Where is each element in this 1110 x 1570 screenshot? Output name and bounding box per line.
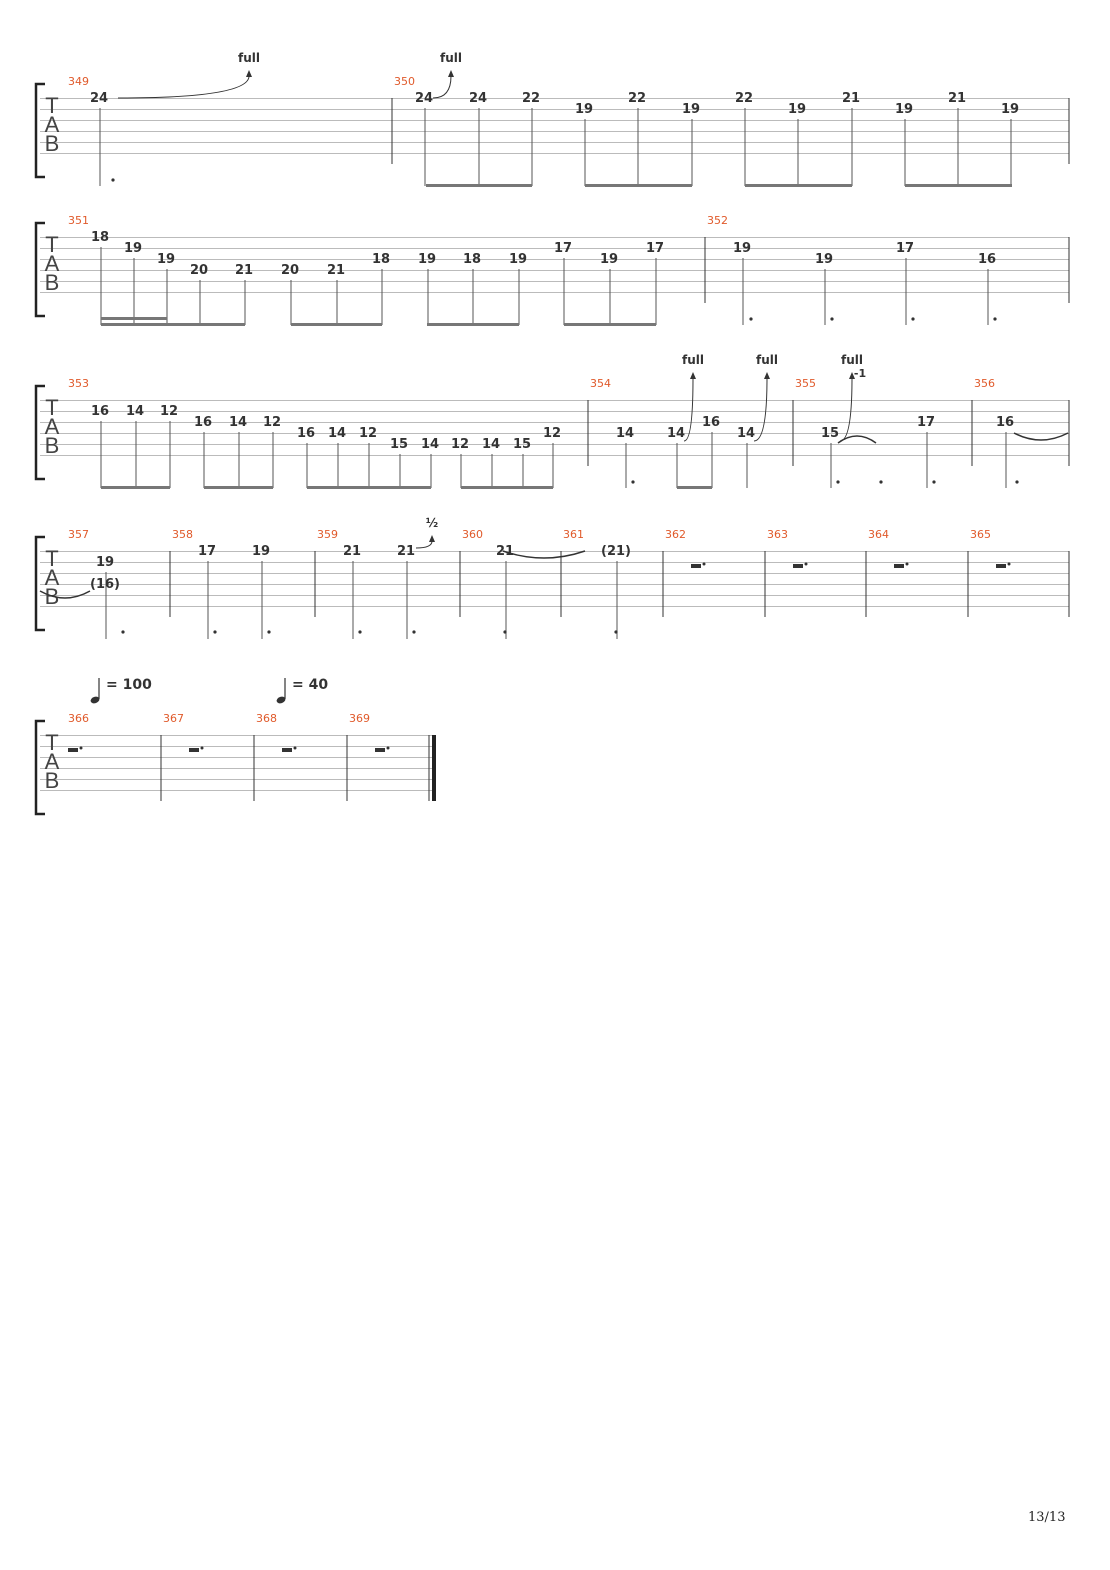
- system-bracket: [36, 386, 45, 479]
- bar-number: 357: [68, 528, 89, 541]
- tab-clef-letter: T: [45, 232, 59, 257]
- tab-note: 19: [417, 252, 437, 267]
- rest-dot: [387, 747, 390, 750]
- tab-note: 12: [542, 426, 562, 441]
- bend-full-label: full: [238, 51, 260, 65]
- tab-clef-letter: B: [44, 270, 60, 295]
- beam: [291, 323, 382, 326]
- whole-rest: [996, 564, 1006, 568]
- bend-half-curve: [416, 541, 432, 548]
- tab-note: 17: [197, 544, 217, 559]
- bar-number: 356: [974, 377, 995, 390]
- beam: [564, 323, 656, 326]
- rest-dot: [80, 747, 83, 750]
- bar-number: 354: [590, 377, 611, 390]
- tab-note: 24: [89, 91, 109, 106]
- beam: [307, 486, 431, 489]
- bar-number: 368: [256, 712, 277, 725]
- tab-clef-letter: B: [44, 433, 60, 458]
- tab-note: 21: [841, 91, 861, 106]
- tab-clef-letter: T: [45, 395, 59, 420]
- tab-note: 15: [512, 437, 532, 452]
- tab-note: 14: [736, 426, 756, 441]
- rhythm-dot: [911, 317, 914, 320]
- bar-number: 361: [563, 528, 584, 541]
- rhythm-dot: [993, 317, 996, 320]
- rhythm-dot: [879, 480, 882, 483]
- tab-note: 14: [125, 404, 145, 419]
- bend-full-label: full: [841, 353, 863, 367]
- bend-full-label: full: [682, 353, 704, 367]
- bar-number: 360: [462, 528, 483, 541]
- bar-number: 366: [68, 712, 89, 725]
- whole-rest: [894, 564, 904, 568]
- rhythm-dot: [836, 480, 839, 483]
- whole-rest: [282, 748, 292, 752]
- beam-secondary: [101, 317, 167, 320]
- tempo-mark: = 40: [292, 677, 329, 693]
- tab-note: 17: [645, 241, 665, 256]
- tab-clef-letter: B: [44, 768, 60, 793]
- beam: [427, 323, 519, 326]
- bend-full-curve: [840, 378, 852, 441]
- bar-number: 350: [394, 75, 415, 88]
- beam: [905, 184, 1012, 187]
- tie-arc: [503, 551, 585, 558]
- tab-note: 16: [995, 415, 1015, 430]
- beam: [585, 184, 692, 187]
- system-bracket: [36, 537, 45, 630]
- tab-note: 22: [734, 91, 754, 106]
- tab-note: 16: [701, 415, 721, 430]
- bar-number: 352: [707, 214, 728, 227]
- tab-note: 19: [814, 252, 834, 267]
- tab-clef-letter: A: [44, 251, 60, 276]
- bar-number: 358: [172, 528, 193, 541]
- bar-number: 355: [795, 377, 816, 390]
- rhythm-dot: [267, 630, 270, 633]
- tab-note: 16: [977, 252, 997, 267]
- tab-note: 24: [414, 91, 434, 106]
- bend-full-curve: [433, 76, 451, 98]
- rest-dot: [805, 563, 808, 566]
- tab-note: 12: [450, 437, 470, 452]
- bend-full-arrow: [690, 372, 696, 379]
- release-marker: -1: [853, 367, 867, 380]
- bend-full-arrow: [246, 70, 252, 77]
- tab-note: 12: [358, 426, 378, 441]
- whole-rest: [793, 564, 803, 568]
- tab-note: 21: [326, 263, 346, 278]
- bend-full-arrow: [764, 372, 770, 379]
- tab-note: 24: [468, 91, 488, 106]
- rhythm-dot: [631, 480, 634, 483]
- tab-note: 17: [553, 241, 573, 256]
- tab-note: 18: [462, 252, 482, 267]
- bend-full-curve: [684, 378, 693, 441]
- whole-rest: [375, 748, 385, 752]
- rest-dot: [703, 563, 706, 566]
- bar-number: 351: [68, 214, 89, 227]
- tab-note: 22: [627, 91, 647, 106]
- tab-note: 19: [156, 252, 176, 267]
- tab-note: 14: [420, 437, 440, 452]
- tab-note: 20: [280, 263, 300, 278]
- rest-dot: [201, 747, 204, 750]
- tab-note: 19: [123, 241, 143, 256]
- tab-note: 14: [228, 415, 248, 430]
- bend-half-label: ½: [425, 516, 439, 530]
- beam: [677, 486, 712, 489]
- tab-note: 15: [389, 437, 409, 452]
- rhythm-dot: [412, 630, 415, 633]
- tab-note: 21: [947, 91, 967, 106]
- rest-dot: [294, 747, 297, 750]
- rhythm-dot: [213, 630, 216, 633]
- rhythm-dot: [749, 317, 752, 320]
- beam: [101, 323, 245, 326]
- tab-note: 14: [666, 426, 686, 441]
- final-bar-thick: [432, 735, 436, 801]
- rhythm-dot: [111, 178, 114, 181]
- bar-number: 363: [767, 528, 788, 541]
- tab-clef-letter: T: [45, 93, 59, 118]
- system-bracket: [36, 84, 45, 177]
- tab-note: 14: [327, 426, 347, 441]
- bar-number: 365: [970, 528, 991, 541]
- rhythm-dot: [932, 480, 935, 483]
- tie-arc: [838, 436, 876, 443]
- tab-note: 17: [916, 415, 936, 430]
- tab-clef-letter: A: [44, 749, 60, 774]
- bar-number: 359: [317, 528, 338, 541]
- beam: [461, 486, 553, 489]
- page-number: 13/13: [1028, 1510, 1066, 1525]
- tab-clef-letter: B: [44, 584, 60, 609]
- beam: [101, 486, 170, 489]
- tab-note: 12: [159, 404, 179, 419]
- tab-note: 19: [1000, 102, 1020, 117]
- tab-clef-letter: T: [45, 730, 59, 755]
- rhythm-dot: [1015, 480, 1018, 483]
- bar-number: 362: [665, 528, 686, 541]
- system-bracket: [36, 721, 45, 814]
- bar-number: 367: [163, 712, 184, 725]
- tab-note: 19: [95, 555, 115, 570]
- tab-note: 22: [521, 91, 541, 106]
- tab-note: 19: [251, 544, 271, 559]
- rhythm-dot: [121, 630, 124, 633]
- tab-note: (16): [90, 577, 120, 592]
- beam: [745, 184, 852, 187]
- bend-full-arrow: [448, 70, 454, 77]
- rhythm-dot: [614, 630, 617, 633]
- tab-clef-letter: B: [44, 131, 60, 156]
- tab-note: 12: [262, 415, 282, 430]
- bend-full-curve: [118, 76, 249, 98]
- tab-note: 14: [481, 437, 501, 452]
- tab-note: 21: [342, 544, 362, 559]
- tab-note: 16: [296, 426, 316, 441]
- tempo-mark: = 100: [106, 677, 152, 693]
- tab-note: 19: [681, 102, 701, 117]
- rhythm-dot: [830, 317, 833, 320]
- tab-clef-letter: T: [45, 546, 59, 571]
- bar-number: 349: [68, 75, 89, 88]
- tab-note: (21): [601, 544, 631, 559]
- tab-clef-letter: A: [44, 112, 60, 137]
- tab-note: 19: [599, 252, 619, 267]
- tab-note: 19: [574, 102, 594, 117]
- tab-note: 14: [615, 426, 635, 441]
- rest-dot: [906, 563, 909, 566]
- rest-dot: [1008, 563, 1011, 566]
- rhythm-dot: [503, 630, 506, 633]
- tab-note: 16: [193, 415, 213, 430]
- tab-note: 17: [895, 241, 915, 256]
- tie-arc: [1014, 433, 1068, 440]
- bend-full-label: full: [756, 353, 778, 367]
- system-bracket: [36, 223, 45, 316]
- tab-note: 20: [189, 263, 209, 278]
- tab-note: 19: [508, 252, 528, 267]
- rhythm-dot: [358, 630, 361, 633]
- whole-rest: [691, 564, 701, 568]
- bar-number: 353: [68, 377, 89, 390]
- tab-note: 21: [495, 544, 515, 559]
- tab-note: 15: [820, 426, 840, 441]
- tab-note: 18: [90, 230, 110, 245]
- tab-note: 19: [894, 102, 914, 117]
- whole-rest: [189, 748, 199, 752]
- tab-note: 21: [234, 263, 254, 278]
- bar-number: 364: [868, 528, 889, 541]
- bend-full-label: full: [440, 51, 462, 65]
- whole-rest: [68, 748, 78, 752]
- tab-note: 19: [787, 102, 807, 117]
- tab-note: 21: [396, 544, 416, 559]
- tab-clef-letter: A: [44, 414, 60, 439]
- bar-number: 369: [349, 712, 370, 725]
- bend-half-arrow: [429, 535, 435, 542]
- tab-clef-letter: A: [44, 565, 60, 590]
- tab-note: 18: [371, 252, 391, 267]
- bend-full-curve: [754, 378, 767, 441]
- beam: [426, 184, 532, 187]
- tab-note: 19: [732, 241, 752, 256]
- beam: [204, 486, 273, 489]
- tab-note: 16: [90, 404, 110, 419]
